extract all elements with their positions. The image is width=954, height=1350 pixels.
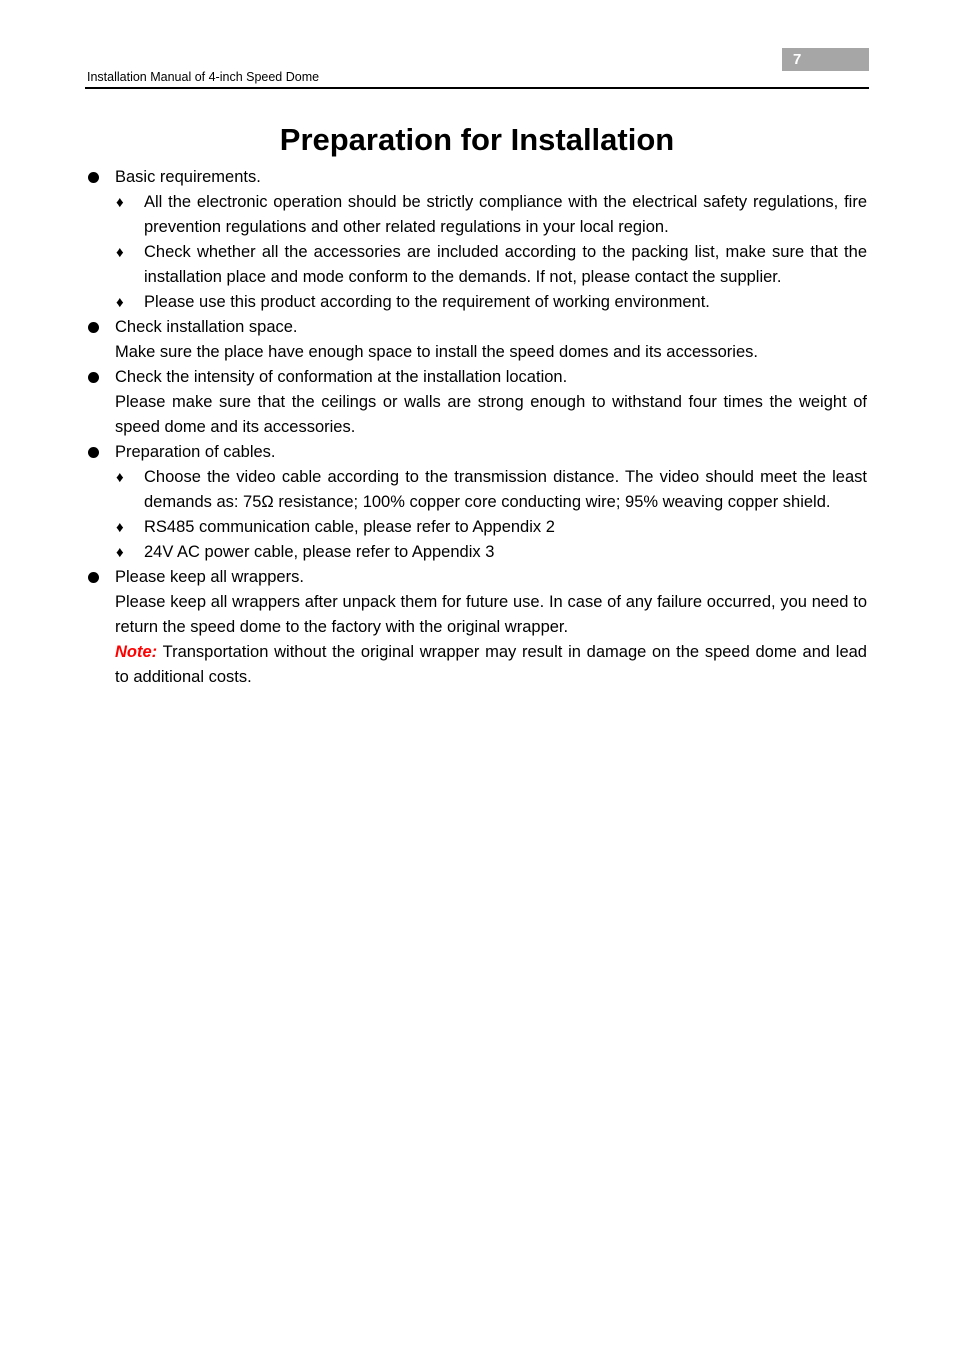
list-item-cables [85,440,867,465]
bullet-dot-icon [88,447,99,458]
sub-item-text: Choose the video cable according to the transmission distance. The video should meet the least demands as: 75Ω resistance; 100% copper core conducting wire; 95% weaving copper shield. [144,468,867,511]
note-label: Note: [115,643,158,661]
bullet-dot-icon [88,372,99,383]
page-title: Preparation for Installation [279,122,675,157]
diamond-bullet-icon: ♦ [116,294,124,311]
bullet-dot-icon [88,322,99,333]
sub-item-text: Please use this product according to the requirement of working environment. [144,293,710,311]
header-divider [85,87,869,89]
diamond-bullet-icon: ♦ [116,469,124,486]
wrappers-text: Please keep all wrappers after unpack them for future use. In case of any failure occurred, you need to return the speed dome to the factory with the original wrapper. [115,593,867,636]
sub-list-item [85,515,867,540]
installation-space-text: Make sure the place have enough space to install the speed domes and its accessories. [115,343,758,361]
running-header: Installation Manual of 4-inch Speed Dome [87,70,320,84]
diamond-bullet-icon: ♦ [116,244,124,261]
intensity-heading: Check the intensity of conformation at the installation location. [115,368,568,386]
list-item-intensity [85,365,867,390]
installation-space-heading: Check installation space. [115,318,298,336]
sub-list-item [85,290,867,315]
list-item-installation-space [85,315,867,340]
page-number-text: 7 [793,51,802,68]
sub-item-text: All the electronic operation should be strictly compliance with the electrical safety regulations, fire prevention regulations and other related regulations in your local region. [144,193,867,236]
bullet-dot-icon [88,172,99,183]
sub-list-item [85,240,867,290]
sub-item-text: 24V AC power cable, please refer to Appendix 3 [144,543,495,561]
sub-list-item [85,190,867,240]
note-paragraph [85,640,867,690]
diamond-bullet-icon: ♦ [116,194,124,211]
bullet-dot-icon [88,572,99,583]
diamond-bullet-icon: ♦ [116,544,124,561]
cables-heading: Preparation of cables. [115,443,276,461]
basic-requirements-heading: Basic requirements. [115,168,261,186]
list-item-wrappers [85,565,867,590]
intensity-text: Please make sure that the ceilings or walls are strong enough to withstand four times the weight of speed dome and its accessories. [115,393,867,436]
page-number [782,48,869,71]
sub-list-item [85,540,867,565]
diamond-bullet-icon: ♦ [116,519,124,536]
wrappers-heading: Please keep all wrappers. [115,568,304,586]
list-item-basic-requirements [85,165,867,190]
note-text: Transportation without the original wrapper may result in damage on the speed dome and lead to additional costs. [115,643,867,686]
sub-item-text: RS485 communication cable, please refer to Appendix 2 [144,518,555,536]
sub-item-text: Check whether all the accessories are included according to the packing list, make sure that the installation place and mode conform to the demands. If not, please contact the supplier. [144,243,867,286]
sub-list-item [85,465,867,515]
document-body [85,165,867,690]
